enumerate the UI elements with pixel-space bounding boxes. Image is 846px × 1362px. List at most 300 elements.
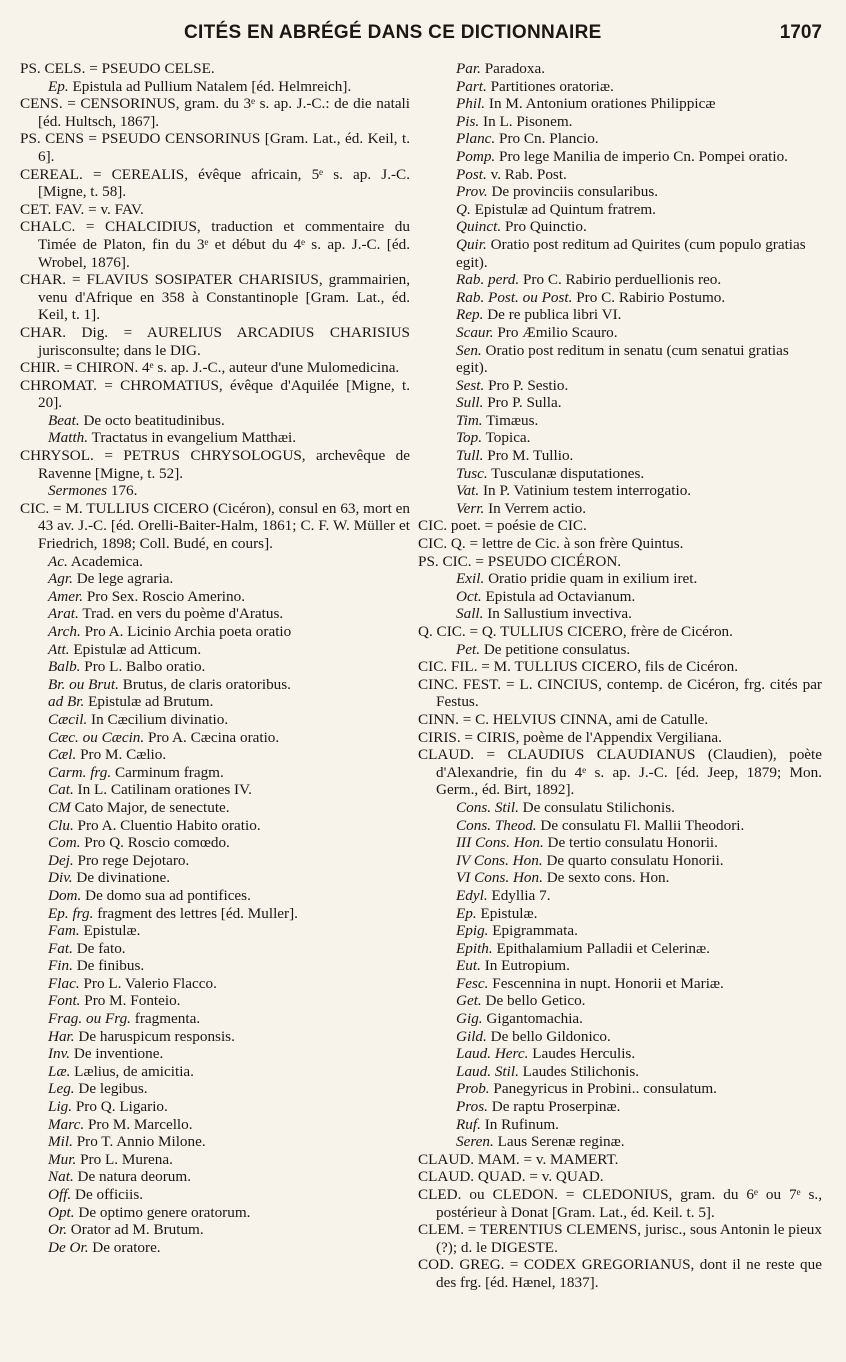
abbreviation-entry: [418, 658, 822, 676]
work-entry: [418, 166, 822, 184]
abbreviation-entry: [418, 553, 822, 571]
abbreviation-entry: [418, 1168, 822, 1186]
entry-text: Pro M. Marcello.: [84, 1115, 193, 1133]
work-entry: [20, 1204, 410, 1222]
page-number: 1707: [779, 22, 822, 43]
work-entry: [20, 588, 410, 606]
work-entry: [418, 1063, 822, 1081]
work-entry: [20, 764, 410, 782]
work-entry: [20, 992, 410, 1010]
entry-text: In Verrem actio.: [484, 499, 587, 517]
entry-text: Epistulæ ad Atticum.: [69, 640, 202, 658]
work-entry: [418, 412, 822, 430]
work-abbreviation: III Cons. Hon.: [456, 834, 544, 852]
entry-text: fragment des lettres [éd. Muller].: [93, 904, 298, 922]
work-entry: [418, 130, 822, 148]
entry-text: De optimo genere oratorum.: [74, 1203, 251, 1221]
entry-text: CIC. = M. TULLIUS CICERO (Cicéron), consul en 63, mort en 43 av. J.-C. [éd. Orelli-Baiter-Halm, 1861; C. F. W. Müller et Friedrich, 1898; Coll. Budé, en cours].: [20, 499, 410, 553]
work-abbreviation: Rep.: [456, 306, 484, 324]
abbreviation-entry: [20, 500, 410, 553]
abbreviation-entry: [418, 535, 822, 553]
work-entry: [20, 676, 410, 694]
entry-text: 176.: [107, 482, 138, 500]
entry-text: Paradoxa.: [480, 60, 546, 77]
abbreviation-entry: [418, 746, 822, 799]
work-abbreviation: Prov.: [456, 183, 488, 201]
work-entry: [418, 1116, 822, 1134]
work-abbreviation: De Or.: [48, 1238, 89, 1256]
work-abbreviation: Com.: [48, 834, 81, 852]
work-abbreviation: Vat.: [456, 482, 480, 500]
work-entry: [418, 394, 822, 412]
entry-text: In Rufinum.: [480, 1115, 559, 1133]
work-abbreviation: Epith.: [456, 939, 493, 957]
entry-text: Gigantomachia.: [482, 1010, 583, 1028]
entry-text: CLAUD. QUAD. = v. QUAD.: [418, 1168, 604, 1186]
work-abbreviation: Arch.: [48, 623, 81, 640]
entry-text: Pro L. Murena.: [76, 1150, 173, 1168]
work-abbreviation: Nat.: [48, 1168, 74, 1186]
work-entry: [418, 377, 822, 395]
work-abbreviation: Dej.: [48, 851, 74, 869]
entry-text: De natura deorum.: [73, 1168, 191, 1186]
work-abbreviation: Seren.: [456, 1133, 494, 1151]
work-entry: [418, 218, 822, 236]
entry-text: Orator ad M. Brutum.: [67, 1221, 204, 1239]
work-abbreviation: Sall.: [456, 605, 484, 623]
entry-text: Partitiones oratoriæ.: [486, 77, 614, 95]
entry-text: CINC. FEST. = L. CINCIUS, contemp. de Cicéron, frg. cités par Festus.: [418, 675, 822, 711]
work-abbreviation: Par.: [456, 60, 481, 77]
work-entry: [20, 412, 410, 430]
work-entry: [418, 95, 822, 113]
entry-text: CLAUD. MAM. = v. MAMERT.: [418, 1150, 619, 1168]
entry-text: CET. FAV. = v. FAV.: [20, 200, 144, 218]
work-abbreviation: Fin.: [48, 957, 73, 975]
work-entry: [20, 693, 410, 711]
work-entry: [418, 834, 822, 852]
work-abbreviation: Q.: [456, 200, 471, 218]
work-abbreviation: Part.: [456, 77, 487, 95]
work-abbreviation: Pis.: [456, 112, 480, 130]
abbreviation-entry: [20, 201, 410, 219]
work-abbreviation: Gig.: [456, 1010, 483, 1028]
left-column: [20, 60, 410, 1256]
entry-text: Oratio pridie quam in exilium iret.: [484, 570, 698, 588]
work-abbreviation: Fat.: [48, 939, 73, 957]
entry-text: Pro L. Balbo oratio.: [80, 658, 206, 676]
entry-text: De oratore.: [88, 1238, 161, 1256]
entry-text: Laudes Herculis.: [528, 1045, 636, 1063]
work-abbreviation: Clu.: [48, 816, 74, 834]
work-entry: [20, 711, 410, 729]
work-abbreviation: Amer.: [48, 587, 84, 605]
entry-text: CHALC. = CHALCIDIUS, traduction et commentaire du Timée de Platon, fin du 3ᵉ et début du 4ᵉ s. ap. J.-C. [éd. Wrobel, 1876].: [20, 218, 410, 271]
entry-text: CLED. ou CLEDON. = CLEDONIUS, gram. du 6ᵉ ou 7ᵉ s., postérieur à Donat [Gram. Lat., éd. Keil. t. 5].: [418, 1186, 822, 1221]
entry-text: Brutus, de claris oratoribus.: [118, 675, 291, 693]
work-abbreviation: Gild.: [456, 1027, 487, 1045]
work-entry: [20, 869, 410, 887]
entry-text: De consulatu Stilichonis.: [518, 798, 675, 816]
work-abbreviation: Oct.: [456, 587, 482, 605]
entry-text: Epistulæ.: [79, 922, 141, 940]
entry-text: Epistulæ ad Brutum.: [84, 693, 214, 711]
work-entry: [418, 201, 822, 219]
work-entry: [418, 922, 822, 940]
entry-text: Lælius, de amicitia.: [70, 1062, 194, 1080]
entry-text: De haruspicum responsis.: [74, 1027, 235, 1045]
work-abbreviation: CM: [48, 798, 71, 816]
entry-text: Pro lege Manilia de imperio Cn. Pompei oratio.: [495, 147, 788, 165]
work-abbreviation: Cæc. ou Cæcin.: [48, 728, 145, 746]
entry-text: In Sallustium invectiva.: [483, 605, 632, 623]
work-abbreviation: Laud. Stil.: [456, 1062, 519, 1080]
work-abbreviation: Carm. frg.: [48, 763, 112, 781]
work-entry: [20, 957, 410, 975]
abbreviation-entry: [20, 447, 410, 482]
work-entry: [20, 623, 410, 641]
work-abbreviation: Læ.: [48, 1062, 71, 1080]
work-entry: [418, 236, 822, 271]
entry-text: Panegyricus in Probini.. consulatum.: [489, 1080, 717, 1098]
entry-text: Pro A. Licinio Archia poeta oratio: [80, 623, 292, 640]
work-abbreviation: Pet.: [456, 640, 481, 658]
entry-text: De bello Getico.: [481, 992, 586, 1010]
work-entry: [418, 447, 822, 465]
work-abbreviation: Quinct.: [456, 218, 502, 236]
work-entry: [418, 641, 822, 659]
work-abbreviation: Cæcil.: [48, 710, 88, 728]
entry-text: CHROMAT. = CHROMATIUS, évêque d'Aquilée [Migne, t. 20].: [20, 376, 410, 412]
entry-text: Pro rege Dejotaro.: [73, 851, 190, 869]
work-abbreviation: Top.: [456, 429, 483, 447]
abbreviation-entry: [20, 377, 410, 412]
work-entry: [418, 799, 822, 817]
work-abbreviation: Mur.: [48, 1150, 77, 1168]
work-abbreviation: Cat.: [48, 781, 74, 799]
entry-text: Pro M. Tullio.: [483, 447, 574, 465]
work-entry: [418, 852, 822, 870]
entry-text: CIC. FIL. = M. TULLIUS CICERO, fils de Cicéron.: [418, 658, 739, 676]
entry-text: In L. Catilinam orationes IV.: [73, 781, 252, 799]
entry-text: Pro M. Fonteio.: [80, 992, 181, 1010]
work-abbreviation: Tusc.: [456, 464, 488, 482]
work-entry: [20, 1063, 410, 1081]
entry-text: Pro P. Sulla.: [483, 394, 562, 412]
entry-text: Pro P. Sestio.: [484, 376, 569, 394]
entry-text: Trad. en vers du poème d'Aratus.: [78, 605, 284, 623]
entry-text: v. Rab. Post.: [486, 165, 567, 183]
abbreviation-entry: [418, 517, 822, 535]
work-abbreviation: Cons. Theod.: [456, 816, 537, 834]
entry-text: CHAR. Dig. = AURELIUS ARCADIUS CHARISIUS jurisconsulte; dans le DIG.: [20, 323, 410, 359]
work-abbreviation: Get.: [456, 992, 482, 1010]
entry-text: CIRIS. = CIRIS, poème de l'Appendix Vergiliana.: [418, 728, 722, 746]
page-header: [0, 22, 846, 52]
work-abbreviation: Sermones: [48, 482, 108, 500]
work-entry: [20, 658, 410, 676]
abbreviation-entry: [20, 359, 410, 377]
work-entry: [418, 465, 822, 483]
work-entry: [20, 781, 410, 799]
entry-text: CLEM. = TERENTIUS CLEMENS, jurisc., sous Antonin le pieux (?); d. le DIGESTE.: [418, 1221, 822, 1256]
work-abbreviation: Att.: [48, 640, 70, 658]
abbreviation-entry: [418, 676, 822, 711]
entry-text: Pro C. Rabirio Postumo.: [572, 288, 726, 306]
entry-text: De provinciis consularibus.: [487, 183, 659, 201]
work-entry: [418, 570, 822, 588]
work-entry: [418, 148, 822, 166]
entry-text: Epistulæ.: [476, 904, 538, 922]
entry-text: De divinatione.: [72, 869, 171, 887]
entry-text: Pro Æmilio Scauro.: [493, 323, 618, 341]
abbreviation-entry: [418, 623, 822, 641]
work-entry: [20, 852, 410, 870]
entry-text: Pro M. Cælio.: [76, 746, 167, 764]
work-entry: [418, 887, 822, 905]
abbreviation-entry: [20, 60, 410, 78]
entry-text: Pro Quinctio.: [501, 218, 587, 236]
work-entry: [20, 799, 410, 817]
work-abbreviation: Har.: [48, 1027, 75, 1045]
work-abbreviation: Fesc.: [456, 974, 489, 992]
work-abbreviation: Balb.: [48, 658, 81, 676]
work-entry: [418, 183, 822, 201]
work-entry: [20, 746, 410, 764]
entry-text: De raptu Proserpinæ.: [487, 1098, 621, 1116]
work-abbreviation: Dom.: [48, 886, 82, 904]
entry-text: Fescennina in nupt. Honorii et Mariæ.: [488, 974, 724, 992]
work-abbreviation: Sen.: [456, 341, 482, 359]
entry-text: fragmenta.: [130, 1010, 201, 1028]
work-entry: [418, 1098, 822, 1116]
work-abbreviation: Planc.: [456, 130, 496, 148]
abbreviation-entry: [20, 324, 410, 359]
entry-text: PS. CELS. = PSEUDO CELSE.: [20, 60, 215, 77]
work-entry: [418, 588, 822, 606]
work-entry: [20, 78, 410, 96]
work-entry: [418, 957, 822, 975]
work-entry: [418, 1080, 822, 1098]
work-abbreviation: Ep.: [48, 77, 69, 95]
work-entry: [20, 1098, 410, 1116]
work-abbreviation: IV Cons. Hon.: [456, 851, 543, 869]
abbreviation-entry: [418, 1151, 822, 1169]
entry-text: In L. Pisonem.: [479, 112, 573, 130]
entry-text: De sexto cons. Hon.: [542, 869, 670, 887]
work-entry: [20, 1151, 410, 1169]
work-entry: [418, 1028, 822, 1046]
entry-text: In M. Antonium orationes Philippicæ: [485, 95, 716, 113]
work-entry: [20, 729, 410, 747]
entry-text: Epigrammata.: [488, 922, 578, 940]
work-entry: [418, 78, 822, 96]
entry-text: CIC. poet. = poésie de CIC.: [418, 517, 587, 535]
entry-text: De legibus.: [74, 1080, 148, 1098]
work-entry: [20, 1116, 410, 1134]
work-abbreviation: Ep. frg.: [48, 904, 94, 922]
work-abbreviation: Epig.: [456, 922, 489, 940]
work-abbreviation: Verr.: [456, 499, 485, 517]
work-entry: [418, 605, 822, 623]
entry-text: Pro Cn. Plancio.: [495, 130, 599, 148]
entry-text: Oratio post reditum ad Quirites (cum populo gratias egit).: [456, 235, 806, 271]
work-abbreviation: Prob.: [456, 1080, 490, 1098]
work-abbreviation: Tull.: [456, 447, 484, 465]
work-entry: [418, 271, 822, 289]
work-abbreviation: Flac.: [48, 974, 80, 992]
work-entry: [418, 113, 822, 131]
work-abbreviation: Pros.: [456, 1098, 488, 1116]
work-entry: [418, 60, 822, 78]
entry-text: Epithalamium Palladii et Celerinæ.: [492, 939, 710, 957]
entry-text: Pro A. Cluentio Habito oratio.: [73, 816, 261, 834]
work-abbreviation: Matth.: [48, 429, 89, 447]
entry-text: In Cæcilium divinatio.: [87, 710, 229, 728]
entry-text: De officiis.: [71, 1186, 144, 1203]
entry-text: Epistulæ ad Quintum fratrem.: [470, 200, 656, 218]
entry-text: De finibus.: [72, 957, 145, 975]
entry-text: CHAR. = FLAVIUS SOSIPATER CHARISIUS, grammairien, venu d'Afrique en 358 à Constantinople [Gram. Lat., éd. Keil, t. 1].: [20, 271, 410, 324]
work-abbreviation: Ep.: [456, 904, 477, 922]
entry-text: CHRYSOL. = PETRUS CHRYSOLOGUS, archevêque de Ravenne [Migne, t. 52].: [20, 447, 410, 482]
work-entry: [20, 922, 410, 940]
work-abbreviation: Beat.: [48, 411, 80, 429]
entry-text: De tertio consulatu Honorii.: [543, 834, 718, 852]
entry-text: De bello Gildonico.: [486, 1027, 611, 1045]
work-entry: [418, 817, 822, 835]
entry-text: Edyllia 7.: [487, 886, 551, 904]
work-entry: [20, 1221, 410, 1239]
work-entry: [418, 905, 822, 923]
work-entry: [20, 1010, 410, 1028]
work-abbreviation: Div.: [48, 869, 73, 887]
entry-text: Q. CIC. = Q. TULLIUS CICERO, frère de Cicéron.: [418, 623, 733, 640]
work-abbreviation: Or.: [48, 1221, 67, 1239]
work-entry: [418, 869, 822, 887]
entry-text: CEREAL. = CEREALIS, évêque africain, 5ᵉ s. ap. J.-C. [Migne, t. 58].: [20, 165, 410, 201]
entry-text: COD. GREG. = CODEX GREGORIANUS, dont il ne reste que des frg. [éd. Hænel, 1837].: [418, 1256, 822, 1291]
work-abbreviation: Inv.: [48, 1045, 71, 1063]
entry-text: Laudes Stilichonis.: [518, 1062, 640, 1080]
work-entry: [20, 429, 410, 447]
work-abbreviation: Lig.: [48, 1098, 73, 1116]
work-abbreviation: Phil.: [456, 95, 486, 113]
work-entry: [418, 1045, 822, 1063]
entry-text: De domo sua ad pontifices.: [81, 886, 251, 904]
entry-text: In Eutropium.: [480, 957, 570, 975]
entry-text: CENS. = CENSORINUS, gram. du 3ᵉ s. ap. J.-C.: de die natali [éd. Hultsch, 1867].: [20, 95, 410, 130]
abbreviation-entry: [20, 95, 410, 130]
abbreviation-entry: [20, 218, 410, 271]
entry-text: Pro A. Cæcina oratio.: [144, 728, 280, 746]
work-abbreviation: Pomp.: [456, 147, 496, 165]
entry-text: PS. CENS = PSEUDO CENSORINUS [Gram. Lat., éd. Keil, t. 6].: [20, 130, 410, 165]
work-entry: [20, 1080, 410, 1098]
work-abbreviation: Sest.: [456, 376, 485, 394]
work-abbreviation: Quir.: [456, 235, 487, 253]
entry-text: Tractatus in evangelium Matthæi.: [88, 429, 297, 447]
work-entry: [20, 570, 410, 588]
work-abbreviation: Leg.: [48, 1080, 75, 1098]
entry-text: Pro Q. Ligario.: [72, 1098, 168, 1116]
work-abbreviation: Laud. Herc.: [456, 1045, 529, 1063]
work-entry: [418, 992, 822, 1010]
entry-text: Pro Sex. Roscio Amerino.: [83, 587, 246, 605]
work-abbreviation: Rab. perd.: [456, 271, 520, 289]
abbreviation-entry: [20, 130, 410, 165]
work-entry: [20, 1168, 410, 1186]
work-abbreviation: Sull.: [456, 394, 484, 412]
entry-text: De lege agraria.: [72, 570, 174, 588]
entry-text: De fato.: [72, 939, 126, 957]
work-abbreviation: Opt.: [48, 1203, 75, 1221]
work-entry: [20, 1239, 410, 1257]
entry-text: De inventione.: [70, 1045, 164, 1063]
work-entry: [418, 289, 822, 307]
entry-text: Timæus.: [482, 411, 539, 429]
abbreviation-entry: [20, 271, 410, 324]
work-abbreviation: Eut.: [456, 957, 481, 975]
work-abbreviation: Arat.: [48, 605, 79, 623]
entry-text: In P. Vatinium testem interrogatio.: [479, 482, 692, 500]
work-entry: [418, 482, 822, 500]
entry-text: Oratio post reditum in senatu (cum senatui gratias egit).: [456, 341, 789, 377]
entry-text: Pro C. Rabirio perduellionis reo.: [519, 271, 722, 289]
work-entry: [20, 940, 410, 958]
entry-text: De octo beatitudinibus.: [79, 411, 225, 429]
entry-text: Topica.: [482, 429, 531, 447]
work-abbreviation: Br. ou Brut.: [48, 675, 119, 693]
work-entry: [418, 1133, 822, 1151]
work-abbreviation: Ruf.: [456, 1115, 481, 1133]
work-abbreviation: Frag. ou Frg.: [48, 1010, 131, 1028]
entry-text: De re publica libri VI.: [483, 306, 622, 324]
work-entry: [418, 306, 822, 324]
entry-text: Cato Major, de senectute.: [70, 798, 230, 816]
entry-text: De consulatu Fl. Mallii Theodori.: [536, 816, 745, 834]
entry-text: CINN. = C. HELVIUS CINNA, ami de Catulle.: [418, 710, 709, 728]
work-entry: [20, 641, 410, 659]
work-abbreviation: Agr.: [48, 570, 73, 588]
work-entry: [20, 817, 410, 835]
work-abbreviation: Font.: [48, 992, 81, 1010]
entry-text: Pro Q. Roscio comœdo.: [80, 834, 230, 852]
work-entry: [418, 1010, 822, 1028]
entry-text: De quarto consulatu Honorii.: [542, 851, 724, 869]
entry-text: Laus Serenæ reginæ.: [493, 1133, 625, 1151]
work-abbreviation: Exil.: [456, 570, 485, 588]
work-abbreviation: Edyl.: [456, 886, 488, 904]
work-entry: [20, 975, 410, 993]
work-abbreviation: VI Cons. Hon.: [456, 869, 543, 887]
entry-text: CHIR. = CHIRON. 4ᵉ s. ap. J.-C., auteur d'une Mulomedicina.: [20, 359, 400, 377]
work-entry: [418, 975, 822, 993]
work-abbreviation: Cons. Stil.: [456, 798, 519, 816]
abbreviation-entry: [418, 711, 822, 729]
work-abbreviation: Mil.: [48, 1133, 73, 1151]
entry-text: De petitione consulatus.: [480, 640, 631, 658]
work-abbreviation: Rab. Post. ou Post.: [456, 288, 573, 306]
work-entry: [418, 324, 822, 342]
work-entry: [20, 1186, 410, 1204]
work-abbreviation: ad Br.: [48, 693, 85, 711]
entry-text: Carminum fragm.: [111, 763, 224, 781]
work-entry: [20, 834, 410, 852]
work-entry: [418, 429, 822, 447]
work-entry: [20, 553, 410, 571]
work-entry: [418, 940, 822, 958]
